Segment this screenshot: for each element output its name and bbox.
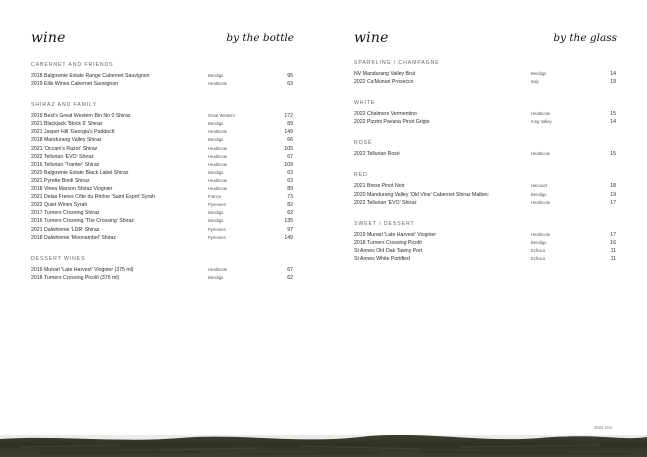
wine-region: Bendigo (531, 191, 547, 197)
wine-name: 2021 Bress Pinot Noir (354, 183, 405, 190)
wine-item (31, 80, 294, 88)
wine-price: 14 (610, 119, 616, 126)
wine-name: 2022 Quiet Wines Syrah (31, 202, 88, 209)
wine-name: 2021 Delas Freres Côte du Rhône 'Saint Esprit' Syrah (31, 194, 155, 201)
section-sweet-dessert (354, 221, 617, 263)
wine-name: 2022 Tellurian 'EVO' Shiraz (31, 153, 94, 160)
wine-price: 17 (610, 231, 616, 238)
wine-name: 2022 Chalmers Vermentino (354, 111, 417, 118)
wine-item (354, 191, 617, 199)
section-shiraz-and-family (31, 102, 294, 242)
wine-price: 67 (287, 153, 293, 160)
wine-name: 2022 Ca'Munari Prosecco (354, 79, 414, 86)
section-title: DESSERT WINES (31, 255, 86, 262)
wine-item (31, 274, 294, 282)
wine-item (31, 266, 294, 274)
glass-sections (354, 60, 617, 263)
wine-name: 2019 Best's Great Western Bin No 0 Shiraz (31, 113, 131, 120)
section-sparkling-champagne (354, 60, 617, 86)
wine-region: Bendigo (208, 169, 224, 175)
wine-name: 2019 Munari 'Late Harvest' Viognier (354, 231, 437, 238)
wine-region: Heathcote (208, 161, 228, 167)
wine-item (354, 231, 617, 239)
wine-name: 2021 'Occam's Razor' Shiraz (31, 145, 98, 152)
wine-region: Bendigo (208, 73, 224, 78)
wine-price: 62 (287, 274, 293, 281)
wine-price: 62 (287, 210, 293, 217)
wine-price: 89 (287, 186, 293, 193)
brush-texture (0, 435, 647, 457)
wine-item (31, 120, 294, 128)
glass-script-subtitle: by the glass (553, 32, 617, 44)
wine-item (31, 169, 294, 177)
footer-texture-band (0, 435, 647, 457)
wine-price: 15 (610, 151, 616, 158)
wine-item (31, 145, 294, 153)
wine-price: 63 (287, 81, 293, 88)
wine-name: 2016 Turners Crossing 'The Crossing' Shiraz (31, 218, 134, 225)
section-title: RED (354, 172, 368, 179)
bottle-header (31, 30, 294, 46)
wine-price: 135 (284, 218, 293, 225)
wine-region: Echuca (531, 247, 545, 253)
wine-item (354, 110, 617, 118)
wine-price: 73 (287, 194, 293, 201)
wine-region: Pyrenees (208, 234, 226, 240)
wine-name: 2018 Turners Crossing Picolit (375 ml) (31, 274, 120, 281)
wine-region: King Valley (531, 119, 552, 125)
wine-region: Bendigo (531, 239, 547, 245)
section-title: SPARKLING / CHAMPAGNE (354, 60, 440, 66)
wine-price: 63 (287, 177, 293, 184)
wine-item (354, 255, 617, 263)
wine-name: 2016 Tellurian 'Tranter' Shiraz (31, 161, 100, 168)
section-title: SWEET / DESSERT (354, 220, 415, 227)
wine-region: Bendigo (531, 71, 547, 76)
wine-region: Heathcote (208, 129, 228, 135)
wine-price: 63 (287, 169, 293, 176)
wine-item (31, 153, 294, 161)
wine-item (354, 78, 617, 86)
wine-region: Heathcote (531, 199, 551, 205)
wine-region: Heathcote (208, 177, 228, 183)
bottle-sections (31, 62, 294, 282)
wine-name: St Annes Old Oak Tawny Port (354, 247, 423, 254)
wine-price: 109 (284, 161, 293, 168)
wine-price: 14 (610, 71, 616, 77)
wine-name: St Annes White Portified (354, 256, 410, 263)
wine-region: Heathcote (531, 231, 551, 237)
wine-item (31, 161, 294, 169)
bottle-script-subtitle: by the bottle (226, 32, 294, 44)
wine-price: 82 (287, 202, 293, 209)
wine-name: NV Mandurang Valley Brut (354, 71, 416, 77)
glass-column (354, 30, 617, 263)
wine-price: 15 (610, 111, 616, 118)
wine-item (31, 209, 294, 217)
section-red (354, 172, 617, 206)
wine-item (354, 118, 617, 126)
wine-price: 89 (287, 121, 293, 128)
wine-item (31, 128, 294, 136)
wine-name: 2022 Pizzini Pavana Pinot Grigio (354, 119, 430, 126)
wine-region: Echuca (531, 256, 545, 262)
wine-price: 149 (284, 234, 293, 241)
section-ros (354, 140, 617, 158)
wine-region: Bendigo (208, 137, 224, 143)
wine-item (31, 72, 294, 80)
wine-price: 149 (284, 129, 293, 136)
wine-price: 11 (610, 247, 616, 254)
glass-header (354, 30, 617, 46)
wine-item (31, 201, 294, 209)
wine-item (31, 226, 294, 234)
wine-region: Harcourt (531, 183, 548, 189)
wine-name: 2019 Ellis Wines Cabernet Sauvignon (31, 81, 119, 88)
wine-name: 2018 Mandurang Valley Shiraz (31, 137, 102, 144)
wine-price: 66 (287, 137, 293, 144)
wine-region: Heathcote (208, 145, 228, 151)
wine-item (354, 247, 617, 255)
wine-item (354, 239, 617, 247)
wine-region: Great Western (208, 113, 236, 119)
wine-name: 2018 Turners Crossing Picolit (354, 239, 422, 246)
wine-price: 17 (610, 199, 616, 206)
wine-item (31, 193, 294, 201)
wine-region: Bendigo (208, 274, 224, 280)
wine-name: 2021 Dalwhinnie 'LDR' Shiraz (31, 226, 100, 233)
wine-region: Pyrenees (208, 202, 226, 208)
wine-name: 2022 Tellurian Rosé (354, 151, 400, 158)
wine-region: France (208, 194, 222, 200)
wine-item (31, 112, 294, 120)
wine-price: 172 (284, 113, 293, 120)
wine-region: Pyrenees (208, 226, 226, 232)
wine-item (354, 70, 617, 78)
wine-item (354, 199, 617, 207)
wine-name: 2021 Pyrette Bindi Shiraz (31, 177, 90, 184)
wine-region: Heathcote (208, 266, 228, 272)
section-title: WHITE (354, 100, 376, 107)
wine-price: 16 (610, 239, 616, 246)
wine-name: 2021 Blackjack 'Block 6' Shiraz (31, 121, 103, 128)
wine-item (31, 177, 294, 185)
section-title: CABERNET AND FRIENDS (31, 62, 114, 68)
wine-region: Bendigo (208, 210, 224, 216)
section-title: ROSÉ (354, 140, 373, 147)
wine-price: 97 (287, 226, 293, 233)
glass-script-title: wine (354, 30, 389, 46)
wine-name: 2022 Tellurian 'EVO' Shiraz (354, 199, 417, 206)
wine-name: 2018 Balgownie Estate Range Cabernet Sauvignon (31, 73, 150, 79)
wine-region: Heathcote (208, 186, 228, 192)
wine-price: 105 (284, 145, 293, 152)
wine-region: Bendigo (208, 218, 224, 224)
bottle-script-title: wine (31, 30, 66, 46)
wine-price: 19 (610, 79, 616, 86)
wine-name: 2017 Turners Crossing Shiraz (31, 210, 100, 217)
wine-region: Bendigo (208, 121, 224, 127)
section-dessert-wines (31, 256, 294, 282)
wine-region: Heathcote (208, 153, 228, 159)
wine-price: 11 (610, 256, 616, 263)
wine-region: Italy (531, 79, 539, 85)
wine-item (31, 185, 294, 193)
wine-name: 2019 Munari 'Late Harvest' Viognier (375 ml) (31, 266, 134, 273)
wine-item (31, 217, 294, 225)
footer-code: 2023 V04 (594, 425, 612, 430)
wine-price: 67 (287, 266, 293, 273)
bottle-column (31, 30, 294, 282)
wine-region: Heathcote (531, 151, 551, 157)
wine-price: 18 (610, 183, 616, 190)
section-white (354, 100, 617, 126)
wine-price: 19 (610, 191, 616, 198)
wine-item (31, 234, 294, 242)
wine-item (354, 150, 617, 158)
wine-item (31, 136, 294, 144)
section-cabernet-and-friends (31, 62, 294, 88)
wine-item (354, 182, 617, 190)
wine-name: 2018 Dalwhinnie 'Moonambel' Shiraz (31, 234, 117, 241)
wine-name: 2018 Vinea Marson Shiraz Viognier (31, 186, 113, 193)
wine-region: Heathcote (531, 111, 551, 117)
wine-name: 2020 Balgownie Estate Black Label Shiraz (31, 169, 129, 176)
wine-region: Heathcote (208, 81, 228, 87)
wine-name: 2021 Jasper Hill 'Georgia's Paddock' (31, 129, 116, 136)
wine-name: 2020 Mandurang Valley 'Old Vine' Cabernet Shiraz Malbec (354, 191, 489, 198)
wine-price: 95 (287, 73, 293, 79)
section-title: SHIRAZ AND FAMILY (31, 102, 97, 109)
